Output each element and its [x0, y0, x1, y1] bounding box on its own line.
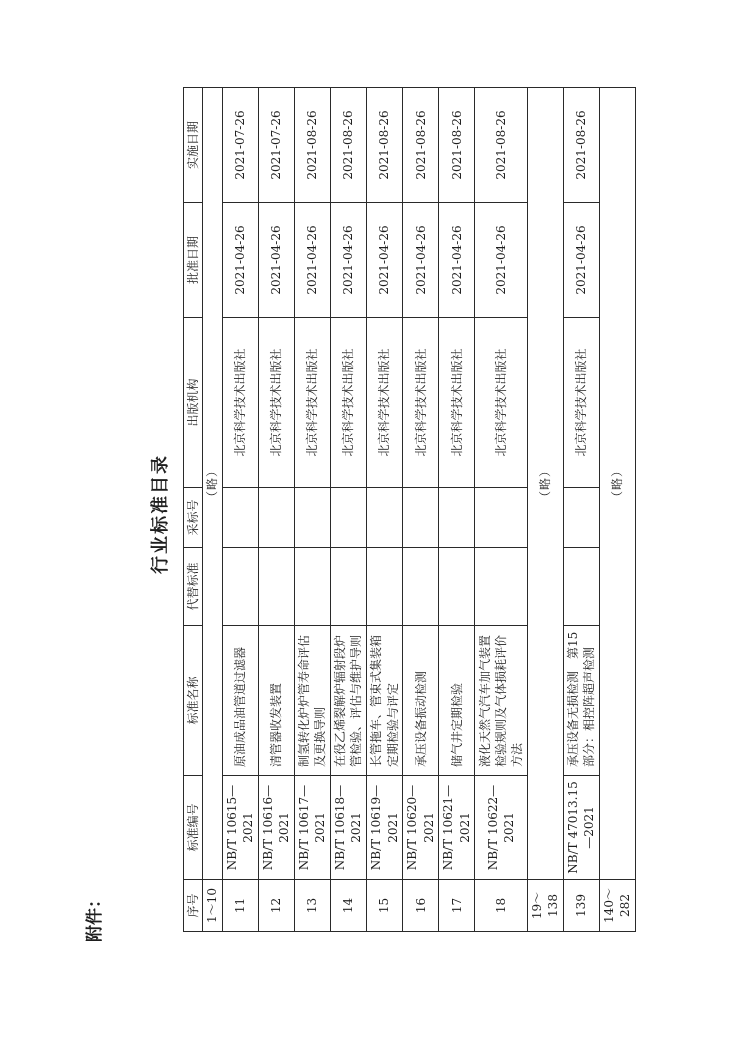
approval-date-cell: 2021-04-26 — [563, 203, 599, 318]
column-header: 代替标准 — [184, 548, 203, 626]
standard-code-cell: NB/T 47013.15—2021 — [563, 776, 599, 880]
omitted-range-row — [203, 88, 223, 932]
approval-date-cell: 2021-04-26 — [475, 203, 528, 318]
adopted-cell — [294, 488, 330, 548]
table-row — [475, 88, 528, 932]
effective-date-cell: 2021-08-26 — [563, 88, 599, 203]
column-header: 批准日期 — [184, 203, 203, 318]
replaces-cell — [367, 548, 403, 626]
effective-date-cell: 2021-08-26 — [403, 88, 439, 203]
standard-name-cell: 液化天然气汽车加气装置检验规则及气体损耗评价方法 — [475, 626, 528, 776]
standards-table — [183, 87, 636, 932]
replaces-cell — [222, 548, 258, 626]
omitted-note: （略） — [527, 88, 563, 880]
table-row — [258, 88, 294, 932]
effective-date-cell: 2021-07-26 — [258, 88, 294, 203]
replaces-cell — [475, 548, 528, 626]
seq-cell: 1～10 — [203, 880, 223, 932]
publisher-cell: 北京科学技术出版社 — [294, 318, 330, 488]
seq-cell: 15 — [367, 880, 403, 932]
replaces-cell — [294, 548, 330, 626]
standard-name-cell: 长管拖车、管束式集装箱定期检验与评定 — [367, 626, 403, 776]
standard-name-cell: 承压设备无损检测 第15部分：相控阵超声检测 — [563, 626, 599, 776]
effective-date-cell: 2021-08-26 — [367, 88, 403, 203]
adopted-cell — [222, 488, 258, 548]
column-header: 采标号 — [184, 488, 203, 548]
publisher-cell: 北京科学技术出版社 — [330, 318, 366, 488]
adopted-cell — [475, 488, 528, 548]
publisher-cell: 北京科学技术出版社 — [367, 318, 403, 488]
publisher-cell: 北京科学技术出版社 — [222, 318, 258, 488]
effective-date-cell: 2021-08-26 — [330, 88, 366, 203]
effective-date-cell: 2021-07-26 — [222, 88, 258, 203]
replaces-cell — [258, 548, 294, 626]
publisher-cell: 北京科学技术出版社 — [475, 318, 528, 488]
adopted-cell — [403, 488, 439, 548]
adopted-cell — [367, 488, 403, 548]
replaces-cell — [330, 548, 366, 626]
effective-date-cell: 2021-08-26 — [475, 88, 528, 203]
approval-date-cell: 2021-04-26 — [294, 203, 330, 318]
column-header: 标准名称 — [184, 626, 203, 776]
adopted-cell — [258, 488, 294, 548]
publisher-cell: 北京科学技术出版社 — [439, 318, 475, 488]
standard-code-cell: NB/T 10621—2021 — [439, 776, 475, 880]
standard-name-cell: 在役乙烯裂解炉辐射段炉管检验、评估与维护导则 — [330, 626, 366, 776]
effective-date-cell: 2021-08-26 — [439, 88, 475, 203]
approval-date-cell: 2021-04-26 — [330, 203, 366, 318]
standard-code-cell: NB/T 10615—2021 — [222, 776, 258, 880]
adopted-cell — [439, 488, 475, 548]
seq-cell: 18 — [475, 880, 528, 932]
approval-date-cell: 2021-04-26 — [258, 203, 294, 318]
standard-code-cell: NB/T 10620—2021 — [403, 776, 439, 880]
standard-name-cell: 制氢转化炉炉管寿命评估及更换导则 — [294, 626, 330, 776]
adopted-cell — [563, 488, 599, 548]
omitted-range-row — [527, 88, 563, 932]
approval-date-cell: 2021-04-26 — [403, 203, 439, 318]
seq-cell: 11 — [222, 880, 258, 932]
effective-date-cell: 2021-08-26 — [294, 88, 330, 203]
seq-cell: 16 — [403, 880, 439, 932]
adopted-cell — [330, 488, 366, 548]
column-header: 标准编号 — [184, 776, 203, 880]
seq-cell: 14 — [330, 880, 366, 932]
publisher-cell: 北京科学技术出版社 — [563, 318, 599, 488]
seq-cell: 13 — [294, 880, 330, 932]
replaces-cell — [403, 548, 439, 626]
standard-code-cell: NB/T 10617—2021 — [294, 776, 330, 880]
standard-name-cell: 承压设备振动检测 — [403, 626, 439, 776]
attachment-label: 附件： — [85, 891, 105, 942]
standard-code-cell: NB/T 10619—2021 — [367, 776, 403, 880]
standard-name-cell: 储气井定期检验 — [439, 626, 475, 776]
standard-name-cell: 原油成品油管道过滤器 — [222, 626, 258, 776]
approval-date-cell: 2021-04-26 — [367, 203, 403, 318]
page-title: 行业标准目录 — [150, 454, 171, 574]
table-row — [367, 88, 403, 932]
column-header: 出版机构 — [184, 318, 203, 488]
standards-table-container — [183, 88, 636, 932]
approval-date-cell: 2021-04-26 — [439, 203, 475, 318]
omitted-range-row — [599, 88, 635, 932]
seq-cell: 17 — [439, 880, 475, 932]
standard-code-cell: NB/T 10616—2021 — [258, 776, 294, 880]
table-row — [403, 88, 439, 932]
approval-date-cell: 2021-04-26 — [222, 203, 258, 318]
publisher-cell: 北京科学技术出版社 — [403, 318, 439, 488]
standard-name-cell: 清管器收发装置 — [258, 626, 294, 776]
column-header: 实施日期 — [184, 88, 203, 203]
table-row — [294, 88, 330, 932]
seq-cell: 139 — [563, 880, 599, 932]
omitted-note: （略） — [203, 88, 223, 880]
standard-code-cell: NB/T 10618—2021 — [330, 776, 366, 880]
column-header: 序号 — [184, 880, 203, 932]
table-header-row — [184, 88, 203, 932]
seq-cell: 140～282 — [599, 880, 635, 932]
table-row — [222, 88, 258, 932]
table-row — [563, 88, 599, 932]
replaces-cell — [439, 548, 475, 626]
seq-cell: 19～138 — [527, 880, 563, 932]
omitted-note: （略） — [599, 88, 635, 880]
table-row — [439, 88, 475, 932]
table-body — [203, 88, 636, 932]
replaces-cell — [563, 548, 599, 626]
publisher-cell: 北京科学技术出版社 — [258, 318, 294, 488]
standard-code-cell: NB/T 10622—2021 — [475, 776, 528, 880]
seq-cell: 12 — [258, 880, 294, 932]
table-row — [330, 88, 366, 932]
